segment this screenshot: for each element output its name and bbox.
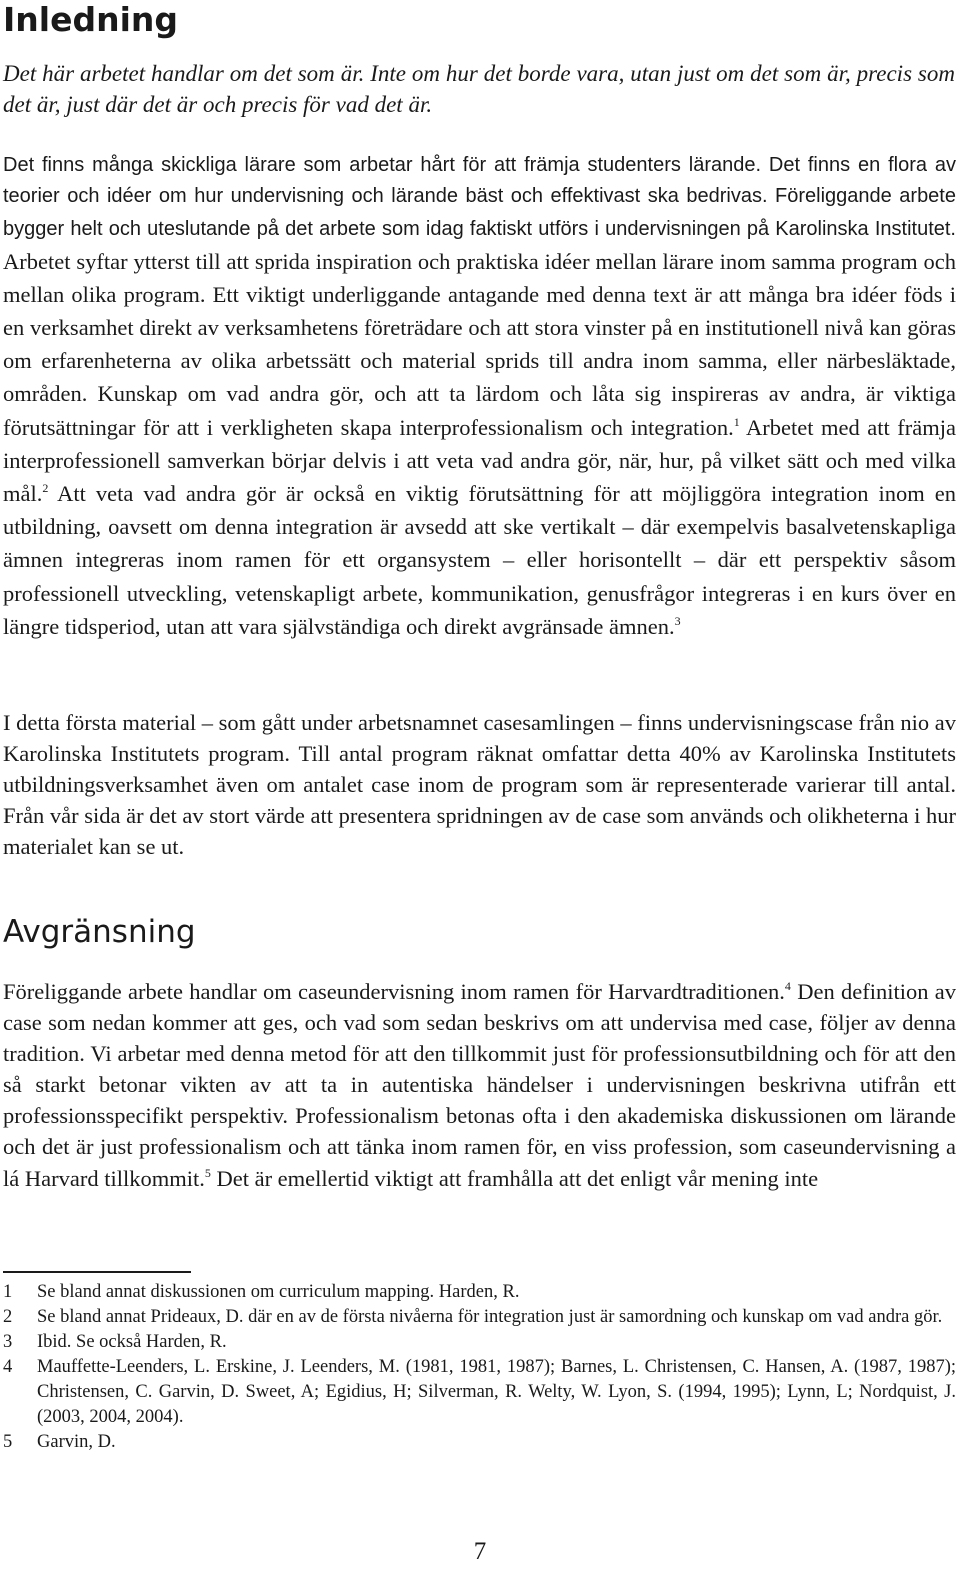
footnote-text: Mauffette-Leenders, L. Erskine, J. Leenders, M. (1981, 1981, 1987); Barnes, L. Christensen, C. Hansen, A. (1987, 1987); Christensen, C. Garvin, D. Sweet, A; Egidius, H; Silverman, R. Welty, W. Lyon, S. (1994, 1995); Lynn, L; Nordquist, J. (2003, 2004, 2004). <box>37 1357 956 1427</box>
paragraph-1-part-a: Arbetet syftar ytterst till att sprida inspiration och praktiska idéer mellan lärare inom samma program och mellan olika program. Ett viktigt underliggande antagande med denna text är att många bra idéer föds i en verksamhet direkt av verksamhetens företrädare och att stora vinster på en institutionell nivå kan göras om erfarenheterna av olika arbetssätt och material sprids till andra inom samma, eller närbesläktade, områden. Kunskap om vad andra gör, och att ta lärdom och låta sig inspireras av andra, är viktiga förutsättningar för att i verkligheten skapa interprofessionalism och integration. <box>3 248 956 440</box>
footnote-text: Se bland annat Prideaux, D. där en av de första nivåerna för integration just är samordning och kunskap om vad andra gör. <box>37 1307 943 1327</box>
paragraph-3-part-a: Föreliggande arbete handlar om caseundervisning inom ramen för Harvardtraditionen. <box>3 979 785 1004</box>
footnote-item <box>3 1330 956 1355</box>
paragraph-1-part-c: Att veta vad andra gör är också en viktig förutsättning för att möjliggöra integration inom en utbildning, oavsett om denna integration är avsedd att ske vertikalt – där exempelvis basalvetenskapliga ämnen integreras inom ramen för ett organsystem – eller horisontellt – där ett perspektiv såsom professionell utveckling, vetenskapligt arbete, kommunikation, genusfrågor integreras i en kurs över en längre tidsperiod, utan att vara självständiga och direkt avgränsade ämnen. <box>3 481 956 639</box>
section-heading-avgransning: Avgränsning <box>3 914 196 950</box>
footnote-number: 2 <box>3 1307 13 1327</box>
footnote-number: 1 <box>3 1282 13 1302</box>
intro-italic-paragraph: Det här arbetet handlar om det som är. Inte om hur det borde vara, utan just om det som är, precis som det är, just där det är och precis för vad det är. <box>3 61 955 117</box>
footnote-text: Ibid. Se också Harden, R. <box>37 1332 227 1352</box>
footnote-item <box>3 1355 956 1430</box>
paragraph-1-sans-text: Det finns många skickliga lärare som arbetar hårt för att främja studenters lärande. Det finns en flora av teorier och idéer om hur undervisning och lärande bäst och effektivast ska bedrivas. Föreliggande arbete bygger helt och uteslutande på det arbete som idag faktiskt utförs i undervisningen på Karolinska Institutet. <box>3 154 956 241</box>
footnotes-list <box>3 1280 956 1455</box>
footnote-item <box>3 1305 956 1330</box>
footnote-text: Se bland annat diskussionen om curriculum mapping. Harden, R. <box>37 1282 520 1302</box>
footnote-number: 4 <box>3 1357 13 1377</box>
footnote-text: Garvin, D. <box>37 1432 116 1452</box>
paragraph-1 <box>3 150 956 644</box>
paragraph-3 <box>3 976 956 1194</box>
footnote-ref-2[interactable]: 2 <box>42 481 49 496</box>
paragraph-1-part-b: Arbetet med att främja interprofessionell samverkan börjar delvis i att veta vad andra gör, när, hur, på vilket sätt och med vilka mål. <box>3 414 957 507</box>
footnote-divider <box>3 1271 191 1273</box>
footnote-number: 3 <box>3 1332 13 1352</box>
footnote-item <box>3 1430 956 1455</box>
paragraph-3-part-b: Den definition av case som nedan kommer att ges, och vad som sedan beskrivs om att undervisa med case, följer av denna tradition. Vi arbetar med denna metod för att den tillkommit just för professionsutbildning och för att den så starkt betonar vikten av att ta in autentiska händelser i undervisningen beskrivna utifrån ett professionsspecifikt perspektiv. Professionalism betonas ofta i den akademiska diskussionen om lärande och det är just professionalism och att tänka inom ramen för, en viss profession, som caseundervisning a lá Harvard tillkommit. <box>3 979 956 1191</box>
paragraph-2: I detta första material – som gått under arbetsnamnet casesamlingen – finns undervisningscase från nio av Karolinska Institutets program. Till antal program räknat omfattar detta 40% av Karolinska Institutets utbildningsverksamhet även om antalet case inom de program som är representerade varierar till antal. Från vår sida är det av stort värde att presentera spridningen av de case som används och olikheterna i hur materialet kan se ut. <box>3 710 956 859</box>
footnote-ref-4[interactable]: 4 <box>784 979 791 993</box>
footnote-ref-5[interactable]: 5 <box>204 1165 211 1180</box>
section-heading-inledning: Inledning <box>3 0 179 39</box>
page-number: 7 <box>473 1538 487 1565</box>
footnote-item <box>3 1280 956 1305</box>
paragraph-3-part-c: Det är emellertid viktigt att framhålla att det enligt vår mening inte <box>210 1165 819 1191</box>
footnote-number: 5 <box>3 1432 13 1452</box>
footnote-ref-1[interactable]: 1 <box>733 414 740 429</box>
footnote-ref-3[interactable]: 3 <box>674 613 681 628</box>
paragraph-1-serif-text <box>3 249 956 639</box>
